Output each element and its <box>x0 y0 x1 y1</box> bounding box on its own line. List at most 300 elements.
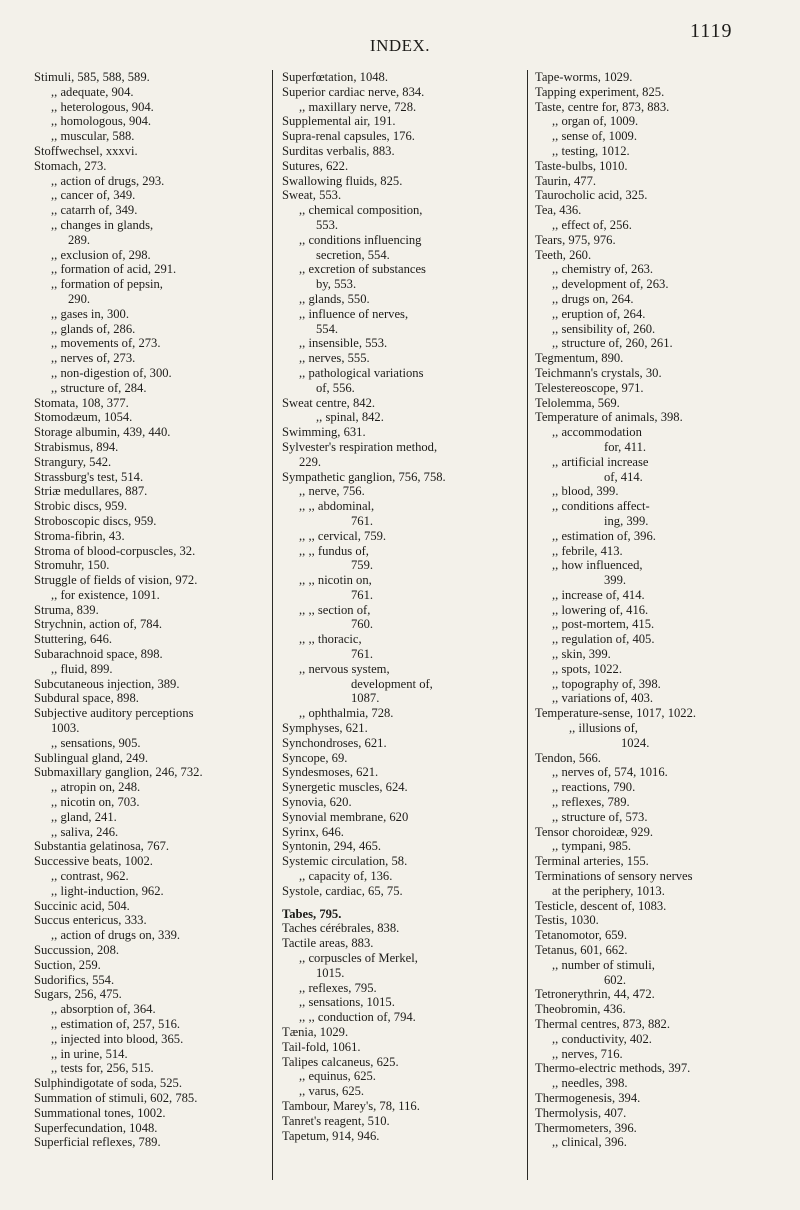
index-entry-text: Stuttering, 646. <box>34 632 113 647</box>
index-entry <box>282 810 520 825</box>
index-entry <box>282 1099 520 1114</box>
index-entry-text: Sympathetic ganglion, 756, 758. <box>282 469 446 484</box>
index-entry <box>535 780 770 795</box>
index-entry <box>34 218 264 248</box>
index-entry-text: ,, nervous system, <box>299 661 390 676</box>
index-entry-text: Tail-fold, 1061. <box>282 1039 361 1054</box>
index-entry-text: Tetanus, 601, 662. <box>535 943 628 958</box>
index-entry <box>535 677 770 692</box>
index-entry-text: Taste-bulbs, 1010. <box>535 158 628 173</box>
index-entry-text: ,, glands of, 286. <box>51 321 136 336</box>
index-entry-text: ,, febrile, 413. <box>552 543 623 558</box>
index-entry <box>34 100 264 115</box>
index-entry-text: Tambour, Marey's, 78, 116. <box>282 1098 420 1113</box>
index-entry <box>535 869 770 899</box>
index-entry <box>535 1017 770 1032</box>
index-entry <box>34 1017 264 1032</box>
index-entry-text: Theobromin, 436. <box>535 1002 626 1017</box>
index-entry <box>282 1129 520 1144</box>
index-entry-continuation: 759. <box>351 558 374 573</box>
index-entry-text: Tegmentum, 890. <box>535 351 624 366</box>
index-entry-text: ,, accommodation <box>552 425 642 440</box>
index-entry <box>535 277 770 292</box>
index-entry <box>282 1010 520 1025</box>
index-entry-text: ,, ,, thoracic, <box>299 632 362 647</box>
index-entry-text: Tanret's reagent, 510. <box>282 1113 390 1128</box>
index-entry-text: Tetronerythrin, 44, 472. <box>535 987 655 1002</box>
index-entry-text: ,, gases in, 300. <box>51 306 130 321</box>
index-entry-text: Strangury, 542. <box>34 454 112 469</box>
index-entry-text: ,, action of drugs, 293. <box>51 173 165 188</box>
index-entry <box>535 943 770 958</box>
index-entry <box>535 617 770 632</box>
index-entry <box>34 455 264 470</box>
index-entry-text: Testicle, descent of, 1083. <box>535 898 667 913</box>
index-entry-text: Striæ medullares, 887. <box>34 484 148 499</box>
index-entry-text: ,, sense of, 1009. <box>552 129 637 144</box>
index-entry-text: Submaxillary ganglion, 246, 732. <box>34 765 203 780</box>
index-entry-text: ,, formation of acid, 291. <box>51 262 177 277</box>
index-entry-text: Stimuli, 585, 588, 589. <box>34 70 150 84</box>
index-entry <box>535 958 770 988</box>
index-entry-text: Taurin, 477. <box>535 173 597 188</box>
index-entry <box>535 100 770 115</box>
index-entry <box>535 603 770 618</box>
index-entry <box>34 410 264 425</box>
index-entry-text: ,, ,, fundus of, <box>299 543 369 558</box>
index-entry <box>535 1076 770 1091</box>
index-entry <box>34 839 264 854</box>
index-entry-text: Tape-worms, 1029. <box>535 70 633 84</box>
index-entry <box>34 188 264 203</box>
index-entry <box>282 839 520 854</box>
index-entry-text: Thermo-electric methods, 397. <box>535 1061 691 1076</box>
index-entry-text: Talipes calcaneus, 625. <box>282 1054 399 1069</box>
index-entry <box>535 144 770 159</box>
index-entry <box>34 884 264 899</box>
index-entry-continuation: 761. <box>351 587 374 602</box>
index-entry <box>34 1135 264 1150</box>
index-entry <box>34 470 264 485</box>
index-entry <box>535 292 770 307</box>
index-entry-text: ,, post-mortem, 415. <box>552 617 655 632</box>
index-entry-text: Summation of stimuli, 602, 785. <box>34 1090 198 1105</box>
index-entry-text: Testis, 1030. <box>535 913 599 928</box>
index-entry-text: Sylvester's respiration method, <box>282 439 438 454</box>
index-entry-text: Syncope, 69. <box>282 750 348 765</box>
index-entry-text: Stroma of blood-corpuscles, 32. <box>34 543 196 558</box>
index-entry-text: ,, sensations, 905. <box>51 735 141 750</box>
index-entry-text: ,, structure of, 260, 261. <box>552 336 673 351</box>
index-entry-text: ,, how influenced, <box>552 558 643 573</box>
index-entry-text: ,, absorption of, 364. <box>51 1002 156 1017</box>
index-entry-text: Supra-renal capsules, 176. <box>282 129 415 144</box>
index-entry <box>34 1047 264 1062</box>
index-entry-text: ,, illusions of, <box>569 721 638 736</box>
index-entry-continuation: 1024. <box>621 735 650 750</box>
index-entry <box>34 780 264 795</box>
index-entry <box>34 825 264 840</box>
index-entry-text: Superfecundation, 1048. <box>34 1120 158 1135</box>
index-entry <box>34 262 264 277</box>
index-entry-text: ,, eruption of, 264. <box>552 306 646 321</box>
index-entry <box>282 410 520 425</box>
index-entry <box>282 484 520 499</box>
index-entry-text: Teichmann's crystals, 30. <box>535 365 662 380</box>
index-entry <box>535 174 770 189</box>
index-entry-text: Taurocholic acid, 325. <box>535 188 648 203</box>
index-entry-text: Stroma-fibrin, 43. <box>34 528 125 543</box>
index-entry <box>535 854 770 869</box>
index-entry <box>34 70 264 85</box>
index-entry-text: ,, ,, conduction of, 794. <box>299 1010 416 1025</box>
index-entry <box>282 780 520 795</box>
index-entry-text: ,, maxillary nerve, 728. <box>299 99 417 114</box>
index-entry-text: Tænia, 1029. <box>282 1025 349 1039</box>
index-entry <box>282 188 520 203</box>
index-entry-text: Tabes, 795. <box>282 906 342 921</box>
index-entry-text: ,, tympani, 985. <box>552 839 632 854</box>
index-entry <box>34 484 264 499</box>
index-entry-text: Sublingual gland, 249. <box>34 750 149 765</box>
index-entry <box>34 425 264 440</box>
index-entry <box>282 159 520 174</box>
index-entry <box>535 1091 770 1106</box>
index-entry <box>535 233 770 248</box>
index-entry-continuation: 1015. <box>316 965 345 980</box>
index-entry-text: Synchondroses, 621. <box>282 735 387 750</box>
index-entry <box>34 366 264 381</box>
index-entry <box>535 366 770 381</box>
index-entry-text: Succussion, 208. <box>34 943 120 958</box>
index-entry-text: Synergetic muscles, 624. <box>282 780 408 795</box>
index-entry-text: ,, spinal, 842. <box>316 410 384 425</box>
index-entry-text: ,, testing, 1012. <box>552 143 630 158</box>
index-entry <box>535 425 770 455</box>
index-entry <box>34 277 264 307</box>
index-entry-text: ,, in urine, 514. <box>51 1046 128 1061</box>
index-entry <box>282 573 520 603</box>
index-entry <box>535 1135 770 1150</box>
index-entry-text: Successive beats, 1002. <box>34 854 153 869</box>
index-entry-text: ,, reflexes, 789. <box>552 795 630 810</box>
index-entry <box>282 262 520 292</box>
index-entry-text: Stomach, 273. <box>34 158 107 173</box>
index-entry-text: Sugars, 256, 475. <box>34 987 122 1002</box>
index-entry <box>34 913 264 928</box>
index-entry <box>282 825 520 840</box>
index-entry-text: Substantia gelatinosa, 767. <box>34 839 170 854</box>
index-entry-text: ,, chemistry of, 263. <box>552 262 654 277</box>
index-entry <box>535 455 770 485</box>
index-entry <box>34 159 264 174</box>
index-entry-text: ,, nicotin on, 703. <box>51 795 140 810</box>
index-entry-text: Tea, 436. <box>535 203 582 218</box>
index-entry <box>282 884 520 899</box>
index-entry <box>535 928 770 943</box>
index-entry <box>34 987 264 1002</box>
index-entry <box>34 736 264 751</box>
index-entry-text: ,, ,, cervical, 759. <box>299 528 387 543</box>
index-entry-continuation: by, 553. <box>316 277 357 292</box>
index-entry-text: ,, variations of, 403. <box>552 691 654 706</box>
index-entry-text: ,, nerve, 756. <box>299 484 365 499</box>
index-entry <box>34 751 264 766</box>
index-entry <box>535 188 770 203</box>
index-entry-text: Subarachnoid space, 898. <box>34 647 163 662</box>
index-entry <box>535 351 770 366</box>
index-entry <box>535 1061 770 1076</box>
index-entry <box>535 1032 770 1047</box>
index-entry <box>34 795 264 810</box>
index-entry-text: Telestereoscope, 971. <box>535 380 644 395</box>
index-entry <box>34 529 264 544</box>
index-entry-text: Stomodæum, 1054. <box>34 410 133 425</box>
index-entry <box>282 174 520 189</box>
index-entry-text: Subjective auditory perceptions <box>34 706 194 721</box>
index-entry-text: Strassburg's test, 514. <box>34 469 144 484</box>
column-divider <box>272 70 273 1180</box>
index-entry <box>34 573 264 588</box>
index-entry-text: ,, sensations, 1015. <box>299 995 395 1010</box>
index-entry-text: Surditas verbalis, 883. <box>282 143 395 158</box>
index-entry <box>282 1055 520 1070</box>
index-entry-text: ,, development of, 263. <box>552 277 669 292</box>
index-entry <box>34 1091 264 1106</box>
index-entry-text: Swimming, 631. <box>282 425 366 440</box>
index-entry-text: Strobic discs, 959. <box>34 499 128 514</box>
index-entry <box>34 647 264 662</box>
index-entry-text: ,, artificial increase <box>552 454 649 469</box>
index-entry-text: Strabismus, 894. <box>34 439 119 454</box>
index-entry <box>34 869 264 884</box>
index-entry-text: Stromuhr, 150. <box>34 558 110 573</box>
index-entry-continuation: secretion, 554. <box>316 247 390 262</box>
index-entry-text: ,, insensible, 553. <box>299 336 388 351</box>
index-entry <box>535 70 770 85</box>
index-entry-text: ,, regulation of, 405. <box>552 632 655 647</box>
index-entry <box>535 307 770 322</box>
index-entry-text: Subdural space, 898. <box>34 691 139 706</box>
index-entry-text: Tapetum, 914, 946. <box>282 1128 380 1143</box>
index-entry-text: ,, excretion of substances <box>299 262 426 277</box>
index-entry <box>535 662 770 677</box>
index-entry <box>535 410 770 425</box>
index-entry-text: Storage albumin, 439, 440. <box>34 425 171 440</box>
index-entry-text: ,, drugs on, 264. <box>552 291 634 306</box>
index-entry <box>34 203 264 218</box>
index-entry <box>34 1121 264 1136</box>
index-entry <box>34 603 264 618</box>
index-entry <box>34 1076 264 1091</box>
index-entry-text: Struma, 839. <box>34 602 99 617</box>
index-entry <box>34 558 264 573</box>
index-entry-text: ,, pathological variations <box>299 365 424 380</box>
index-entry-text: Synovia, 620. <box>282 795 352 810</box>
index-entry-text: ,, formation of pepsin, <box>51 277 163 292</box>
index-entry <box>282 751 520 766</box>
index-entry-text: Thermometers, 396. <box>535 1120 637 1135</box>
index-entry <box>282 1069 520 1084</box>
index-entry-text: ,, action of drugs on, 339. <box>51 928 181 943</box>
index-entry <box>282 854 520 869</box>
index-entry <box>34 114 264 129</box>
index-entry <box>535 795 770 810</box>
index-entry <box>34 129 264 144</box>
index-entry-continuation: of, 414. <box>604 469 643 484</box>
index-entry <box>34 943 264 958</box>
index-entry <box>282 100 520 115</box>
page-number: 1119 <box>690 20 733 42</box>
index-entry-text: ,, structure of, 284. <box>51 380 147 395</box>
index-entry <box>282 995 520 1010</box>
index-entry-text: ,, light-induction, 962. <box>51 883 164 898</box>
index-entry-continuation: 1003. <box>51 721 80 736</box>
index-entry-text: ,, gland, 241. <box>51 809 117 824</box>
index-entry <box>535 706 770 721</box>
index-entry-continuation: of, 556. <box>316 380 355 395</box>
index-entry-continuation: 229. <box>299 454 322 469</box>
index-entry-text: ,, effect of, 256. <box>552 217 632 232</box>
index-entry <box>34 322 264 337</box>
index-entry <box>34 617 264 632</box>
index-entry-text: Superfœtation, 1048. <box>282 70 388 84</box>
index-column-2 <box>282 70 520 1143</box>
index-entry-continuation: 553. <box>316 217 339 232</box>
index-entry <box>34 588 264 603</box>
index-entry-text: ,, ,, abdominal, <box>299 499 375 514</box>
index-entry-text: Tetanomotor, 659. <box>535 928 627 943</box>
index-entry-text: Systole, cardiac, 65, 75. <box>282 883 403 898</box>
index-entry-text: Systemic circulation, 58. <box>282 854 408 869</box>
index-entry <box>34 706 264 736</box>
index-entry-text: ,, influence of nerves, <box>299 306 409 321</box>
index-entry <box>535 588 770 603</box>
index-entry-text: Superior cardiac nerve, 834. <box>282 84 425 99</box>
index-entry <box>282 907 520 922</box>
index-entry <box>535 248 770 263</box>
index-entry-text: Telolemma, 569. <box>535 395 620 410</box>
index-entry-text: ,, contrast, 962. <box>51 869 129 884</box>
index-entry-text: ,, conditions affect- <box>552 499 650 514</box>
index-entry-text: ,, reactions, 790. <box>552 780 636 795</box>
index-entry <box>34 381 264 396</box>
index-entry-text: Teeth, 260. <box>535 247 592 262</box>
index-entry-text: ,, heterologous, 904. <box>51 99 154 114</box>
index-entry <box>34 1061 264 1076</box>
index-entry <box>282 425 520 440</box>
index-entry <box>535 810 770 825</box>
index-entry-text: ,, organ of, 1009. <box>552 114 639 129</box>
index-entry <box>535 1047 770 1062</box>
index-entry <box>282 1114 520 1129</box>
index-entry-continuation: development of, <box>351 676 433 691</box>
index-entry <box>282 307 520 337</box>
index-entry <box>34 85 264 100</box>
index-entry <box>34 351 264 366</box>
index-entry-text: ,, changes in glands, <box>51 217 154 232</box>
index-entry <box>34 1032 264 1047</box>
index-entry-text: ,, blood, 399. <box>552 484 619 499</box>
index-entry-text: ,, estimation of, 257, 516. <box>51 1017 181 1031</box>
index-entry-continuation: 1087. <box>351 691 380 706</box>
index-entry-text: ,, atropin on, 248. <box>51 780 141 795</box>
index-entry-text: Swallowing fluids, 825. <box>282 173 403 188</box>
index-entry <box>282 70 520 85</box>
index-entry-continuation: 761. <box>351 647 374 662</box>
index-entry <box>34 248 264 263</box>
index-entry <box>34 499 264 514</box>
index-entry-text: ,, fluid, 899. <box>51 661 113 676</box>
index-entry <box>282 499 520 529</box>
index-entry <box>535 203 770 218</box>
index-entry-text: Sudorifics, 554. <box>34 972 115 987</box>
index-entry <box>282 366 520 396</box>
index-entry-text: Struggle of fields of vision, 972. <box>34 573 198 588</box>
index-entry-text: Supplemental air, 191. <box>282 114 396 129</box>
index-entry <box>34 396 264 411</box>
index-entry <box>34 973 264 988</box>
index-entry-text: Succus entericus, 333. <box>34 913 147 928</box>
index-entry <box>282 440 520 470</box>
index-entry <box>282 706 520 721</box>
index-entry <box>535 765 770 780</box>
index-entry-text: Taste, centre for, 873, 883. <box>535 99 670 114</box>
index-entry <box>34 632 264 647</box>
index-entry <box>535 114 770 129</box>
index-entry-text: Sutures, 622. <box>282 158 349 173</box>
index-entry <box>282 1025 520 1040</box>
index-entry <box>34 677 264 692</box>
index-entry-text: ,, saliva, 246. <box>51 824 119 839</box>
index-entry-text: ,, skin, 399. <box>552 647 611 662</box>
index-entry <box>535 499 770 529</box>
index-entry-text: ,, topography of, 398. <box>552 676 661 691</box>
index-entry-text: ,, glands, 550. <box>299 291 370 306</box>
index-entry-text: ,, structure of, 573. <box>552 809 648 824</box>
index-entry-text: Tears, 975, 976. <box>535 232 616 247</box>
index-entry <box>282 114 520 129</box>
column-divider <box>527 70 528 1180</box>
index-entry <box>282 129 520 144</box>
index-entry <box>535 647 770 662</box>
index-entry <box>34 514 264 529</box>
index-entry <box>282 1040 520 1055</box>
index-entry-text: Syntonin, 294, 465. <box>282 839 382 854</box>
index-entry-text: Terminal arteries, 155. <box>535 854 649 869</box>
index-entry <box>34 1002 264 1017</box>
index-entry-text: Superficial reflexes, 789. <box>34 1135 161 1150</box>
index-entry-continuation: for, 411. <box>604 439 647 454</box>
index-entry-text: Tactile areas, 883. <box>282 936 374 951</box>
index-entry <box>34 174 264 189</box>
index-entry-text: Suction, 259. <box>34 957 101 972</box>
index-entry <box>282 351 520 366</box>
index-entry <box>282 662 520 706</box>
index-entry <box>282 203 520 233</box>
index-entry <box>535 381 770 396</box>
index-entry-text: ,, conductivity, 402. <box>552 1031 652 1046</box>
index-entry-text: ,, estimation of, 396. <box>552 528 656 543</box>
index-entry-text: ,, tests for, 256, 515. <box>51 1061 154 1076</box>
index-entry-text: Sweat centre, 842. <box>282 395 376 410</box>
index-entry <box>535 899 770 914</box>
index-entry <box>282 336 520 351</box>
index-entry <box>535 322 770 337</box>
index-entry-continuation: ing, 399. <box>604 513 649 528</box>
index-entry-text: ,, nerves, 716. <box>552 1046 623 1061</box>
index-entry <box>282 1084 520 1099</box>
